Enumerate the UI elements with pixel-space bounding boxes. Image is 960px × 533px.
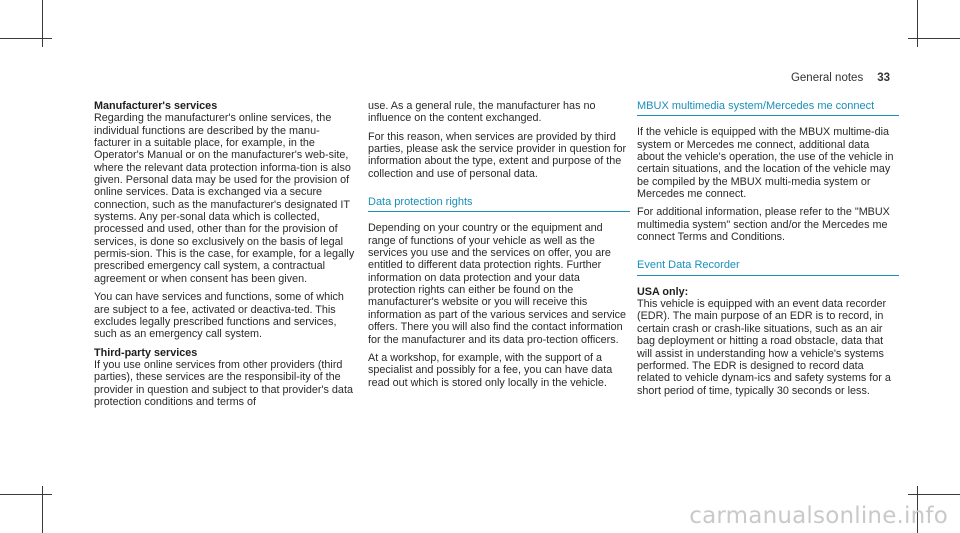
paragraph: For additional information, please refer to the "MBUX multimedia system" section and/or the Mercedes me connect Terms and Conditions.: [637, 206, 890, 244]
running-header: [791, 72, 890, 84]
section-title: General notes: [790, 72, 864, 84]
paragraph: If the vehicle is equipped with the MBUX multime-dia system or Mercedes me connect, additional data about the vehicle's operation, the use of the vehicle in certain situations, and the location of the vehicle may be compiled by the MBUX multi-media system or Mercedes me connect.: [637, 126, 894, 201]
paragraph: You can have services and functions, some of which are subject to a fee, activated or deactiva-ted. This excludes legally prescribed functions and services, such as an emergency call system.: [94, 291, 344, 341]
column-left: [94, 100, 356, 414]
paragraph: Regarding the manufacturer's online services, the individual functions are described by the manu-facturer in a suitable place, for example, in the Operator's Manual or on the manufacturer's web-site, where the relevant data protection informa-tion is also given. Personal data may be used for the provision of online services. Data is exchanged via a secure connection, such as the manufacturer's designated IT systems. Any per-sonal data which is collected, processed and used, other than for the provision of services, is done so exclusively on the basis of legal permis-sion. This is the case, for example, for a legally prescribed emergency call system, a contractual agreement or when consent has been given.: [94, 112, 355, 285]
heading-mbux-mercedes-me: MBUX multimedia system/Mercedes me connect: [637, 100, 899, 116]
page-number: 33: [877, 72, 890, 84]
crop-mark: [0, 494, 52, 495]
heading-event-data-recorder: Event Data Recorder: [637, 259, 899, 275]
paragraph: At a workshop, for example, with the support of a specialist and possibly for a fee, you can have data read out which is stored only locally in the vehicle.: [368, 351, 613, 389]
heading-data-protection-rights: Data protection rights: [368, 196, 630, 212]
watermark: carmanualsonline.info: [689, 503, 948, 529]
paragraph: For this reason, when services are provided by third parties, please ask the service provider in question for information about the type, extent and purpose of the collection and use of personal data.: [368, 130, 627, 180]
column-middle: [368, 100, 630, 395]
paragraph: Depending on your country or the equipment and range of functions of your vehicle as well as the services you use and the services on offer, you are entitled to different data protection rights. Further information on data protection and your data protection rights can either be found on the manufacturer's website or you will receive this information as part of the various services and service offers. There you will also find the contact information for the manufacturer and its data pro-tection officers.: [368, 222, 627, 346]
crop-mark: [42, 0, 43, 47]
crop-mark: [917, 0, 918, 47]
heading-third-party-services: Third-party services: [94, 346, 198, 359]
column-right: [637, 100, 899, 403]
crop-mark: [0, 38, 52, 39]
crop-mark: [908, 494, 960, 495]
paragraph: If you use online services from other providers (third parties), these services are the responsibil-ity of the provider in question and subject to that provider's data protection conditions and terms of: [94, 358, 353, 408]
paragraph: This vehicle is equipped with an event data recorder (EDR). The main purpose of an EDR is to record, in certain crash or crash-like situations, such as an air bag deployment or hitting a road obstacle, data that will assist in understanding how a vehicle's systems performed. The EDR is designed to record data related to vehicle dynam-ics and safety systems for a short period of time, typically 30 seconds or less.: [637, 298, 891, 397]
paragraph: use. As a general rule, the manufacturer has no influence on the content exchanged.: [368, 100, 596, 125]
heading-usa-only: USA only:: [637, 285, 689, 298]
crop-mark: [908, 38, 960, 39]
heading-manufacturer-services: Manufacturer's services: [94, 100, 218, 112]
